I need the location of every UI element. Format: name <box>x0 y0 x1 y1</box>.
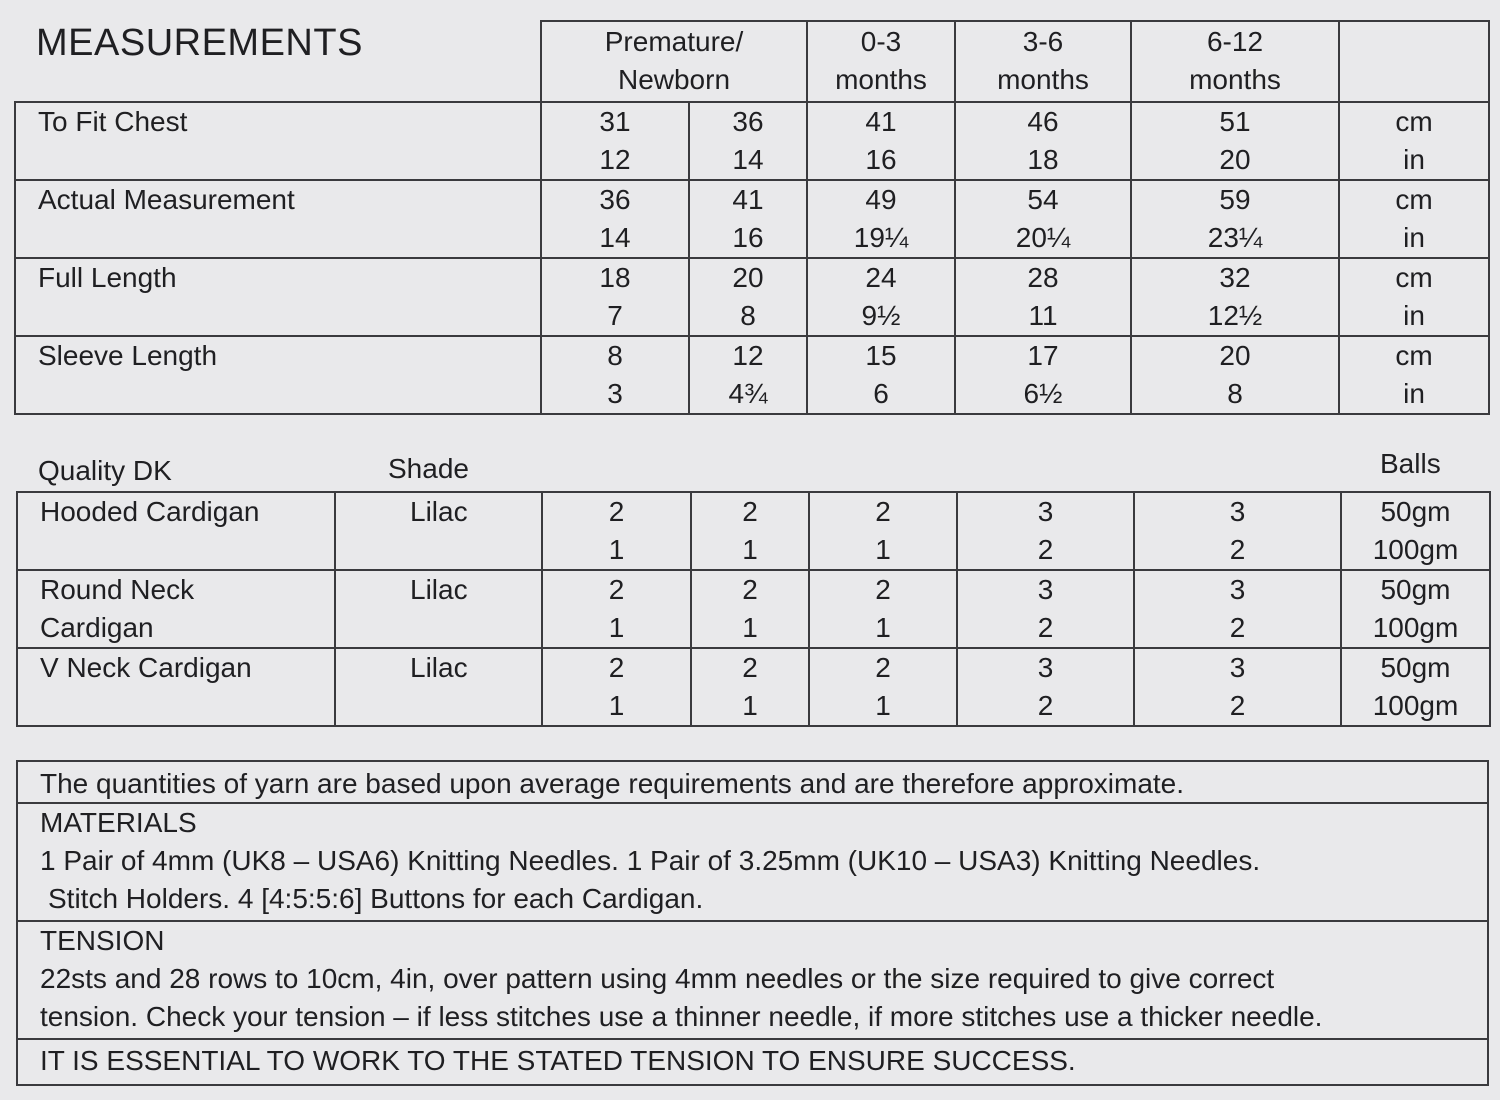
count-50gm: 2 <box>608 652 625 683</box>
value-cm: 12 <box>732 340 764 371</box>
count-50gm: 2 <box>875 574 891 605</box>
count-100gm: 1 <box>742 534 758 565</box>
ball-count <box>957 570 1134 648</box>
value-in: 14 <box>732 144 764 175</box>
size-header-3-6 <box>955 21 1131 102</box>
value-cm: 36 <box>599 184 631 215</box>
ball-unit-cell <box>1341 648 1490 726</box>
count-50gm: 2 <box>742 496 758 527</box>
ball-count <box>691 492 809 570</box>
measurement-row <box>15 102 1489 180</box>
size-label-line: 3-6 <box>1022 26 1064 57</box>
ball-count <box>1134 648 1341 726</box>
value-in: 6 <box>873 378 889 409</box>
count-100gm: 1 <box>608 534 625 565</box>
ball-count <box>1134 492 1341 570</box>
ball-unit-cell <box>1341 570 1490 648</box>
count-100gm: 2 <box>1229 534 1246 565</box>
garment-label <box>17 570 335 648</box>
yarn-row <box>17 570 1490 648</box>
value-cm: 28 <box>1027 262 1059 293</box>
unit-cell <box>1339 102 1489 180</box>
value-in: 6½ <box>1023 378 1063 409</box>
ball-count <box>809 648 957 726</box>
unit-50gm: 50gm <box>1380 574 1451 605</box>
unit-cell <box>1339 336 1489 414</box>
value-cm: 20 <box>732 262 764 293</box>
count-50gm: 2 <box>742 574 758 605</box>
value-cm: 59 <box>1219 184 1251 215</box>
value-cm: 41 <box>865 106 897 137</box>
ball-count <box>691 648 809 726</box>
ball-count <box>957 648 1134 726</box>
count-100gm: 1 <box>608 612 625 643</box>
value-in: 14 <box>599 222 631 253</box>
measurement-value <box>807 258 955 336</box>
unit-cell <box>1339 180 1489 258</box>
measurement-label: Sleeve Length <box>15 336 541 414</box>
value-in: 9½ <box>861 300 901 331</box>
size-label-line: months <box>997 64 1089 95</box>
measurement-value <box>955 336 1131 414</box>
value-cm: 46 <box>1027 106 1059 137</box>
garment-label-line: Hooded Cardigan <box>40 496 260 527</box>
count-50gm: 2 <box>875 652 891 683</box>
value-cm: 54 <box>1027 184 1059 215</box>
unit-in: in <box>1403 300 1425 331</box>
value-cm: 24 <box>865 262 897 293</box>
unit-cm: cm <box>1395 184 1433 215</box>
shade-value: Lilac <box>335 648 542 726</box>
unit-in: in <box>1403 144 1425 175</box>
ball-count <box>809 492 957 570</box>
count-50gm: 3 <box>1037 574 1054 605</box>
yarn-row <box>17 492 1490 570</box>
ball-count <box>809 570 957 648</box>
yarn-row <box>17 648 1490 726</box>
unit-in: in <box>1403 222 1425 253</box>
value-cm: 41 <box>732 184 764 215</box>
unit-cm: cm <box>1395 106 1433 137</box>
value-in: 8 <box>740 300 756 331</box>
notes-box <box>16 760 1489 1086</box>
count-50gm: 3 <box>1229 496 1246 527</box>
measurement-value <box>689 336 807 414</box>
count-50gm: 2 <box>742 652 758 683</box>
measurement-value <box>955 180 1131 258</box>
ball-count <box>542 492 691 570</box>
size-label-line: 0-3 <box>860 26 902 57</box>
size-header-6-12 <box>1131 21 1339 102</box>
value-cm: 31 <box>599 106 631 137</box>
garment-label-line: V Neck Cardigan <box>40 652 252 683</box>
count-100gm: 2 <box>1037 534 1054 565</box>
measurement-row <box>15 258 1489 336</box>
value-cm: 51 <box>1219 106 1251 137</box>
value-in: 16 <box>732 222 764 253</box>
unit-in: in <box>1403 378 1425 409</box>
value-cm: 32 <box>1219 262 1251 293</box>
tension-line-2: tension. Check your tension – if less stitches use a thinner needle, if more stitches use a thicker needle. <box>40 1001 1323 1032</box>
value-in: 11 <box>1028 300 1058 331</box>
value-cm: 17 <box>1027 340 1059 371</box>
ball-count <box>957 492 1134 570</box>
value-in: 23¼ <box>1207 222 1263 253</box>
quality-label: Quality DK <box>38 455 172 486</box>
approx-note: The quantities of yarn are based upon average requirements and are therefore approximate. <box>16 760 1489 804</box>
measurement-value <box>541 180 689 258</box>
measurement-value <box>807 102 955 180</box>
measurement-value <box>541 336 689 414</box>
count-50gm: 2 <box>608 574 625 605</box>
size-label-line: months <box>1189 64 1281 95</box>
ball-count <box>542 648 691 726</box>
measurement-row <box>15 180 1489 258</box>
garment-label <box>17 492 335 570</box>
ball-unit-cell <box>1341 492 1490 570</box>
value-cm: 49 <box>865 184 897 215</box>
unit-50gm: 50gm <box>1380 496 1451 527</box>
measurement-value <box>1131 258 1339 336</box>
value-in: 20 <box>1219 144 1251 175</box>
value-cm: 15 <box>865 340 897 371</box>
value-cm: 36 <box>732 106 764 137</box>
value-in: 16 <box>865 144 897 175</box>
unit-header <box>1339 21 1489 102</box>
shade-value: Lilac <box>335 570 542 648</box>
size-header-0-3 <box>807 21 955 102</box>
measurement-label: To Fit Chest <box>15 102 541 180</box>
unit-100gm: 100gm <box>1372 690 1459 721</box>
shade-value: Lilac <box>335 492 542 570</box>
measurement-label: Full Length <box>15 258 541 336</box>
garment-label-line: Cardigan <box>40 612 154 643</box>
unit-100gm: 100gm <box>1372 534 1459 565</box>
shade-label: Shade <box>388 453 469 484</box>
balls-label: Balls <box>1380 448 1441 479</box>
value-in: 12 <box>599 144 631 175</box>
count-100gm: 2 <box>1037 690 1054 721</box>
essential-note: IT IS ESSENTIAL TO WORK TO THE STATED TENSION TO ENSURE SUCCESS. <box>16 1040 1489 1086</box>
value-in: 20¼ <box>1015 222 1071 253</box>
count-100gm: 1 <box>608 690 625 721</box>
count-50gm: 2 <box>608 496 625 527</box>
tension-section <box>16 922 1489 1040</box>
value-in: 19¼ <box>853 222 909 253</box>
measurement-value <box>807 180 955 258</box>
materials-section <box>16 804 1489 922</box>
unit-100gm: 100gm <box>1372 612 1459 643</box>
measurement-value <box>1131 180 1339 258</box>
count-100gm: 1 <box>742 612 758 643</box>
size-header-premature <box>541 21 807 102</box>
unit-cm: cm <box>1395 262 1433 293</box>
value-in: 8 <box>1227 378 1243 409</box>
unit-50gm: 50gm <box>1380 652 1451 683</box>
size-label-line: 6-12 <box>1206 26 1264 57</box>
count-100gm: 2 <box>1229 612 1246 643</box>
size-header-row <box>15 21 1489 102</box>
title-cell <box>15 21 541 102</box>
value-in: 7 <box>607 300 623 331</box>
measurement-value <box>955 102 1131 180</box>
yarn-table <box>16 491 1491 727</box>
count-100gm: 1 <box>875 612 891 643</box>
count-100gm: 1 <box>742 690 758 721</box>
materials-title: MATERIALS <box>40 807 197 838</box>
count-100gm: 1 <box>875 690 891 721</box>
value-cm: 18 <box>599 262 631 293</box>
garment-label <box>17 648 335 726</box>
tension-title: TENSION <box>40 925 165 956</box>
count-50gm: 3 <box>1037 496 1054 527</box>
measurements-table <box>14 20 1490 415</box>
size-label-line: Premature/ <box>604 26 744 57</box>
materials-line-2: Stitch Holders. 4 [4:5:5:6] Buttons for each Cardigan. <box>48 883 704 914</box>
ball-count <box>691 570 809 648</box>
count-100gm: 2 <box>1229 690 1246 721</box>
materials-line-1: 1 Pair of 4mm (UK8 – USA6) Knitting Needles. 1 Pair of 3.25mm (UK10 – USA3) Knitting Needles. <box>40 845 1261 876</box>
count-50gm: 2 <box>875 496 891 527</box>
measurement-value <box>541 258 689 336</box>
count-100gm: 2 <box>1037 612 1054 643</box>
measurement-value <box>955 258 1131 336</box>
unit-cm: cm <box>1395 340 1433 371</box>
measurement-value <box>541 102 689 180</box>
measurement-value <box>807 336 955 414</box>
ball-count <box>542 570 691 648</box>
page-title: MEASUREMENTS <box>36 22 363 64</box>
measurement-value <box>689 180 807 258</box>
measurement-row <box>15 336 1489 414</box>
measurement-label: Actual Measurement <box>15 180 541 258</box>
value-in: 4¾ <box>728 378 768 409</box>
tension-line-1: 22sts and 28 rows to 10cm, 4in, over pattern using 4mm needles or the size required to give correct <box>40 963 1275 994</box>
measurement-value <box>1131 102 1339 180</box>
garment-label-line: Round Neck <box>40 574 195 605</box>
count-50gm: 3 <box>1229 652 1246 683</box>
measurement-value <box>689 258 807 336</box>
value-in: 12½ <box>1207 300 1263 331</box>
size-label-line: months <box>835 64 927 95</box>
value-in: 3 <box>607 378 623 409</box>
count-100gm: 1 <box>875 534 891 565</box>
count-50gm: 3 <box>1229 574 1246 605</box>
count-50gm: 3 <box>1037 652 1054 683</box>
size-label-line: Newborn <box>617 64 731 95</box>
value-cm: 8 <box>607 340 623 371</box>
measurement-value <box>689 102 807 180</box>
ball-count <box>1134 570 1341 648</box>
measurement-value <box>1131 336 1339 414</box>
value-cm: 20 <box>1219 340 1251 371</box>
unit-cell <box>1339 258 1489 336</box>
value-in: 18 <box>1027 144 1059 175</box>
